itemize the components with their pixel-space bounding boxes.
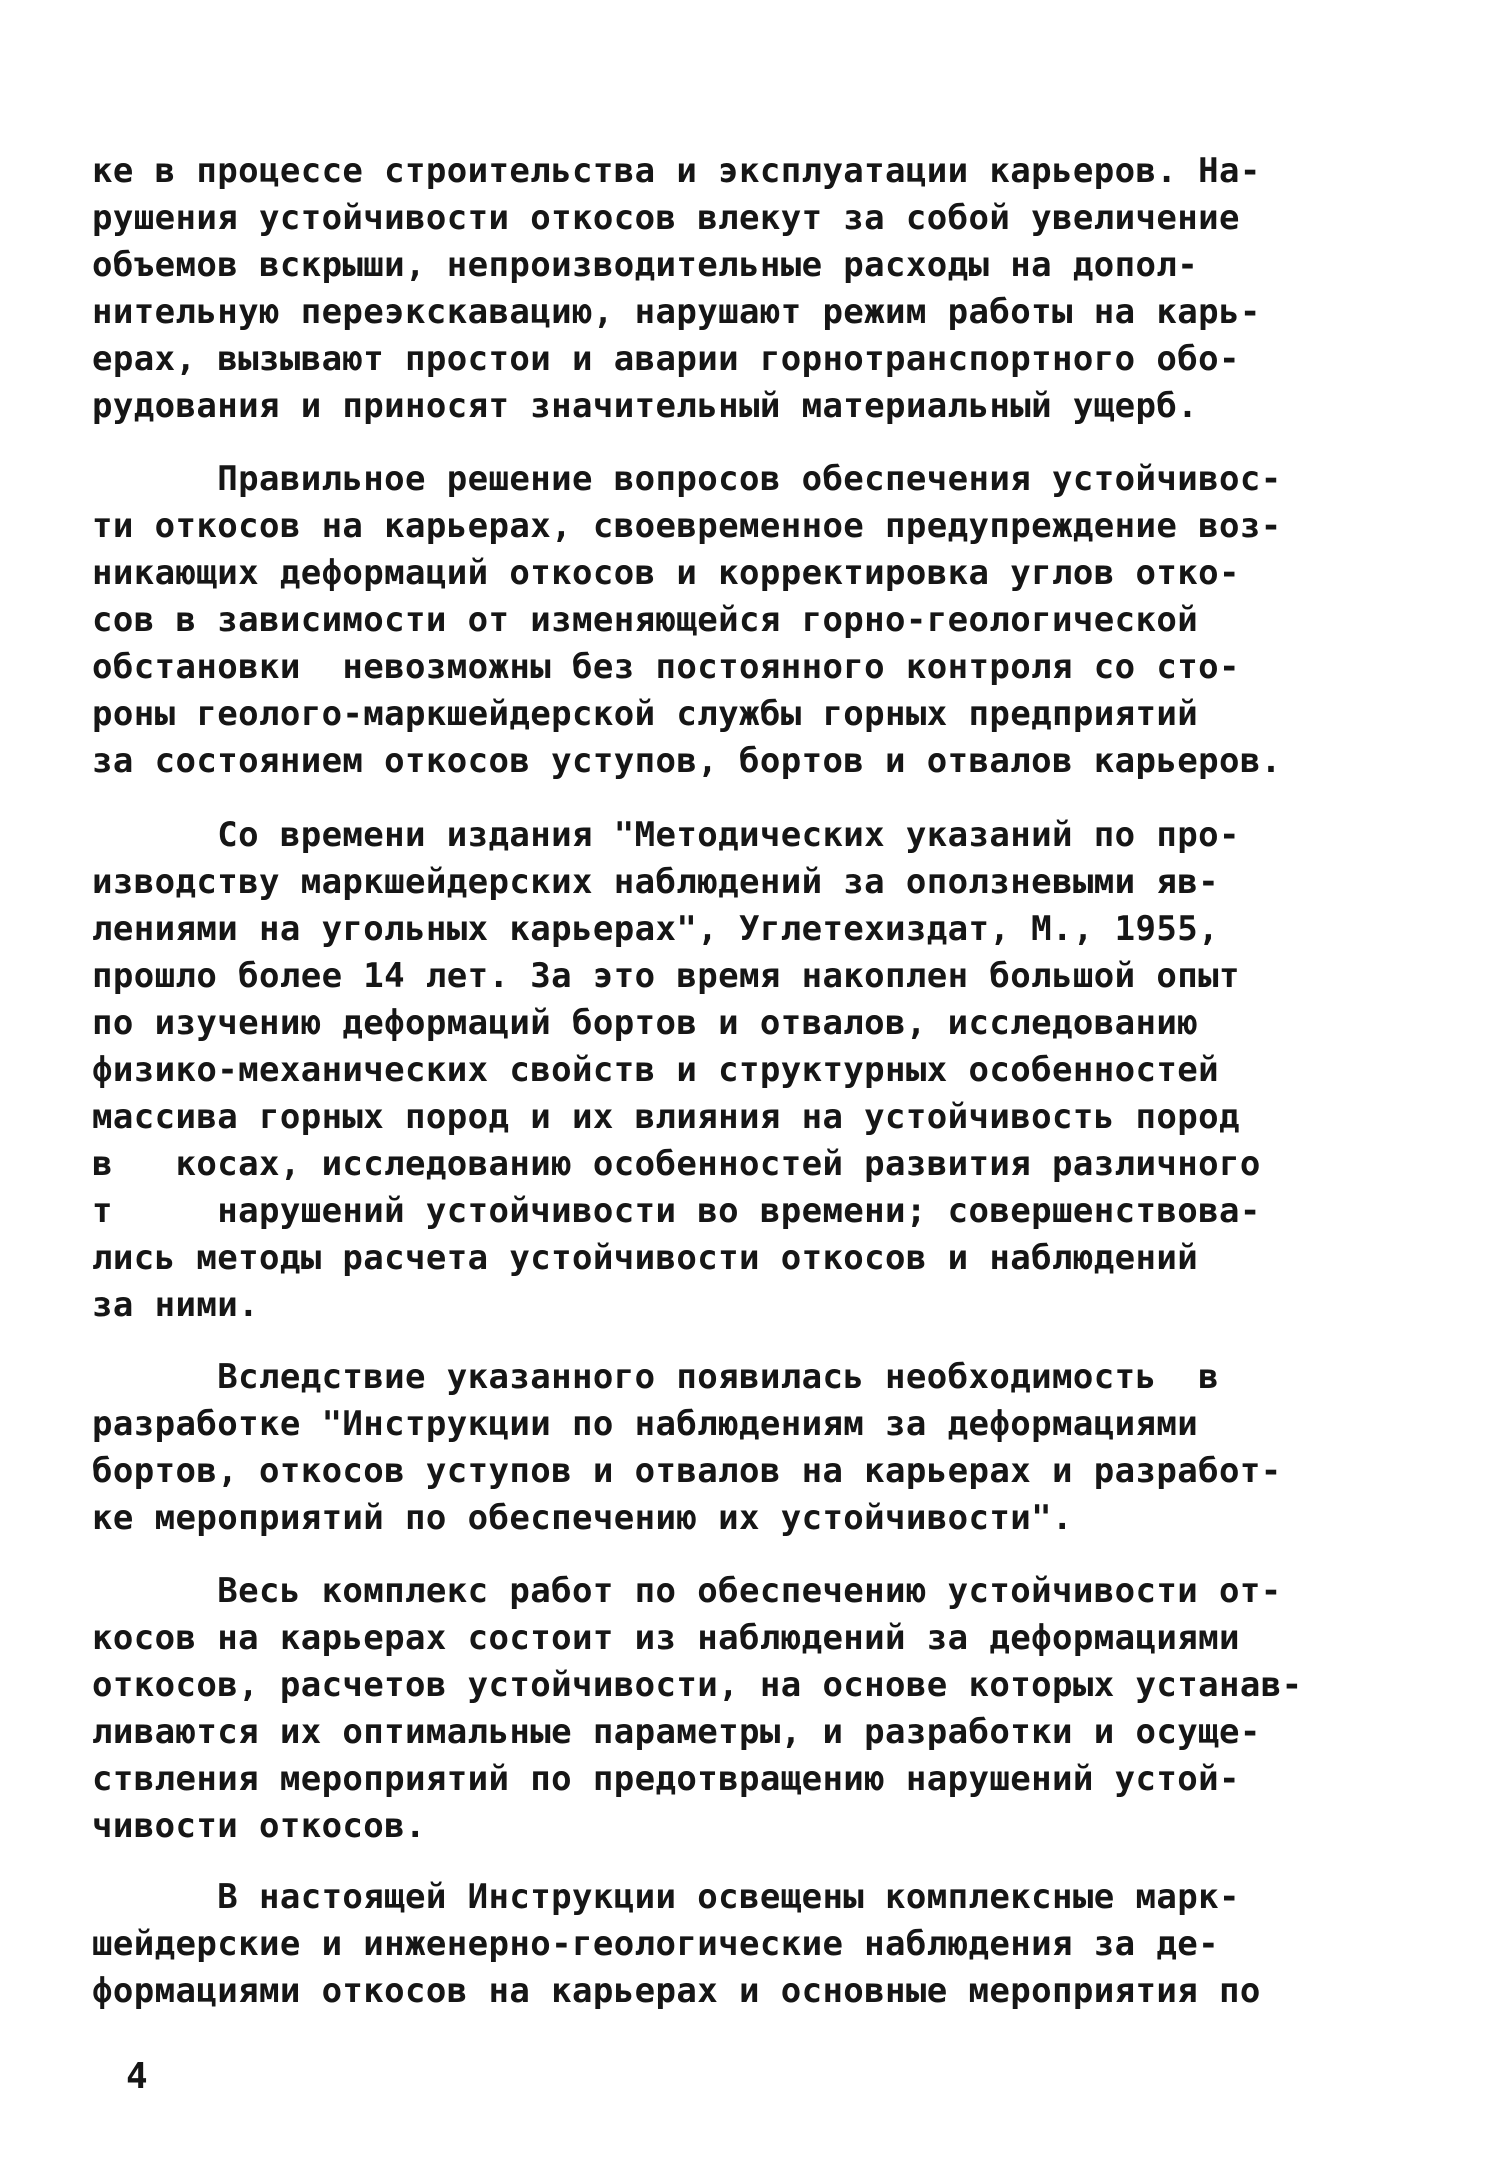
paragraph-2 — [92, 456, 1432, 785]
text-line: ке в процессе строительства и эксплуатации карьеров. На- — [92, 151, 1261, 191]
text-line: физико-механических свойств и структурных особенностей — [92, 1050, 1219, 1090]
text-line: ти откосов на карьерах, своевременное предупреждение воз- — [92, 506, 1282, 546]
text-line: прошло более 14 лет. За это время накоплен большой опыт — [92, 956, 1240, 996]
text-line: ерах, вызывают простои и аварии горнотранспортного обо- — [92, 339, 1240, 379]
text-line: изводству маркшейдерских наблюдений за оползневыми яв- — [92, 862, 1219, 902]
text-line: Весь комплекс работ по обеспечению устойчивости от- — [92, 1571, 1282, 1611]
text-line: Со времени издания "Методических указаний по про- — [92, 815, 1240, 855]
text-line: рудования и приносят значительный материальный ущерб. — [92, 386, 1199, 426]
text-line: лись методы расчета устойчивости откосов и наблюдений — [92, 1238, 1199, 1278]
paragraph-3 — [92, 812, 1432, 1329]
text-line: разработке "Инструкции по наблюдениям за деформациями — [92, 1404, 1199, 1444]
text-line: массива горных пород и их влияния на устойчивость пород — [92, 1097, 1240, 1137]
text-line: объемов вскрыши, непроизводительные расходы на допол- — [92, 245, 1199, 285]
text-line: ствления мероприятий по предотвращению нарушений устой- — [92, 1759, 1240, 1799]
paragraph-5 — [92, 1568, 1432, 1850]
text-line: в косах, исследованию особенностей развития различного — [92, 1144, 1261, 1184]
text-line: ке мероприятий по обеспечению их устойчивости". — [92, 1498, 1073, 1538]
text-line: сов в зависимости от изменяющейся горно-геологической — [92, 600, 1199, 640]
text-line: бортов, откосов уступов и отвалов на карьерах и разработ- — [92, 1451, 1282, 1491]
text-line: откосов, расчетов устойчивости, на основе которых устанав- — [92, 1665, 1303, 1705]
text-line: за ними. — [92, 1285, 259, 1325]
paragraph-1 — [92, 148, 1432, 430]
text-line: ливаются их оптимальные параметры, и разработки и осуще- — [92, 1712, 1261, 1752]
text-line: чивости откосов. — [92, 1806, 426, 1846]
paragraph-4 — [92, 1354, 1432, 1542]
text-line: нительную переэкскавацию, нарушают режим работы на карь- — [92, 292, 1261, 332]
text-line: никающих деформаций откосов и корректировка углов отко- — [92, 553, 1240, 593]
text-line: В настоящей Инструкции освещены комплексные марк- — [92, 1877, 1240, 1917]
text-line: по изучению деформаций бортов и отвалов, исследованию — [92, 1003, 1199, 1043]
text-line: рушения устойчивости откосов влекут за собой увеличение — [92, 198, 1240, 238]
text-line: т нарушений устойчивости во времени; совершенствова- — [92, 1191, 1261, 1231]
text-line: Правильное решение вопросов обеспечения устойчивос- — [92, 459, 1282, 499]
page-number: 4 — [126, 2056, 148, 2097]
text-line: роны геолого-маркшейдерской службы горных предприятий — [92, 694, 1199, 734]
text-line: Вследствие указанного появилась необходимость в — [92, 1357, 1219, 1397]
text-line: формациями откосов на карьерах и основные мероприятия по — [92, 1971, 1261, 2011]
text-line: шейдерские и инженерно-геологические наблюдения за де- — [92, 1924, 1219, 1964]
text-line: косов на карьерах состоит из наблюдений за деформациями — [92, 1618, 1240, 1658]
text-line: за состоянием откосов уступов, бортов и отвалов карьеров. — [92, 741, 1282, 781]
text-line: обстановки невозможны без постоянного контроля со сто- — [92, 647, 1240, 687]
paragraph-6 — [92, 1874, 1432, 2015]
text-line: лениями на угольных карьерах", Углетехиздат, М., 1955, — [92, 909, 1219, 949]
